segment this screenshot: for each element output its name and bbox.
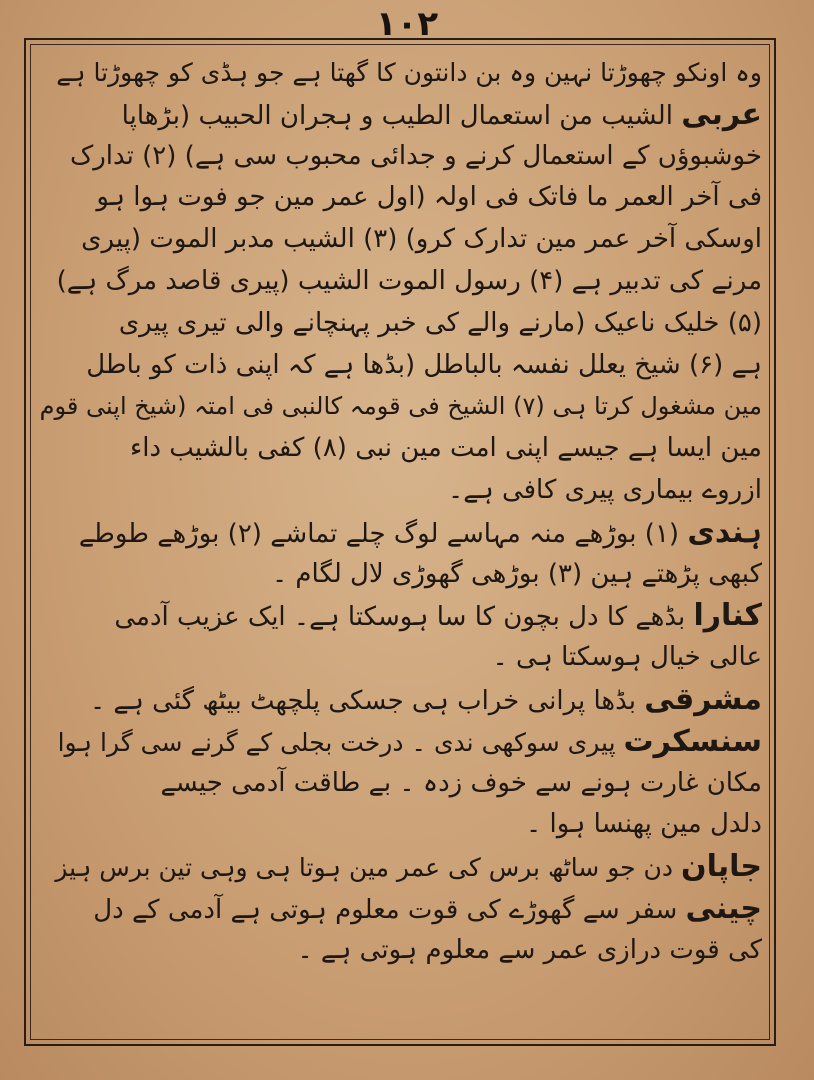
- text-line: [40, 595, 762, 637]
- section-heading: مشرقی: [644, 681, 762, 717]
- line-text: مین ایسا ہے جیسے اپنی امت مین نبی (۸) کفی بالشیب داء: [130, 433, 762, 464]
- text-line: [40, 219, 762, 261]
- text-line: [40, 804, 762, 846]
- text-line: [40, 345, 762, 387]
- line-text: دلدل مین پھنسا ہوا ۔: [526, 809, 762, 840]
- text-line: [40, 888, 762, 930]
- line-text: بڈھا پرانی خراب ہی جسکی پلچھٹ بیٹھ گئی ہے ۔: [89, 685, 645, 716]
- text-line: [40, 721, 762, 763]
- line-text: پیری سوکھی ندی ۔ درخت بجلی کے گرنے سی گرا ہوا: [57, 727, 624, 757]
- text-line: [40, 554, 762, 596]
- text-line: [40, 52, 762, 94]
- text-line: [40, 512, 762, 554]
- line-text: (۵) خلیک ناعیک (مارنے والے کی خبر پہنچانے والی تیری پیری: [118, 307, 762, 338]
- line-text: مکان غارت ہونے سے خوف زدہ ۔ بے طاقت آدمی جیسے: [160, 767, 762, 798]
- body-text: [40, 52, 762, 1028]
- text-line: [40, 136, 762, 178]
- line-text: الشیب من استعمال الطیب و ہجران الحبیب (بڑھاپا: [121, 100, 682, 131]
- section-heading: عربی: [681, 96, 762, 132]
- line-text: (۱) بوڑھے منہ مہاسے لوگ چلے تماشے (۲) بوڑھے طوطے: [78, 518, 688, 549]
- line-text: کی قوت درازی عمر سے معلوم ہوتی ہے ۔: [297, 934, 762, 965]
- section-heading: جاپان: [680, 849, 762, 885]
- section-heading: سنسکرت: [623, 723, 762, 759]
- line-text: وہ اونکو چھوڑتا نہین وہ بن دانتون کا گھتا ہے جو ہڈی کو چھوڑتا ہے: [56, 58, 762, 87]
- text-line: [40, 470, 762, 512]
- line-text: ہے (۶) شیخ یعلل نفسہ بالباطل (بڈھا ہے کہ اپنی ذات کو باطل: [86, 349, 762, 380]
- text-line: [40, 930, 762, 972]
- line-text: مرنے کی تدبیر ہے (۴) رسول الموت الشیب (پیری قاصد مرگ ہے): [56, 265, 762, 296]
- line-text: مین مشغول کرتا ہی (۷) الشیخ فی قومہ کالنبی فی امتہ (شیخ اپنی قوم: [40, 392, 762, 421]
- text-line: [40, 261, 762, 303]
- line-text: سفر سے گھوڑے کی قوت معلوم ہوتی ہے آدمی کے دل: [93, 894, 686, 925]
- line-text: دن جو ساٹھ برس کی عمر مین ہوتا ہی وہی تین برس ہیز: [55, 853, 681, 883]
- text-line: [40, 303, 762, 345]
- page-number: ۱۰۲: [375, 4, 439, 44]
- section-heading: چینی: [685, 890, 762, 926]
- text-line: [40, 94, 762, 136]
- text-line: [40, 679, 762, 721]
- text-line: [40, 177, 762, 219]
- line-text: ازروے بیماری پیری کافی ہے۔: [447, 474, 762, 505]
- section-heading: کنارا: [693, 598, 762, 634]
- text-line: [40, 846, 762, 888]
- line-text: بڈھے کا دل بچون کا سا ہوسکتا ہے۔ ایک عزیب آدمی: [114, 602, 694, 633]
- line-text: خوشبوؤں کے استعمال کرنے و جدائی محبوب سی ہے) (۲) تدارک: [69, 140, 762, 171]
- line-text: کبھی پڑھتے ہین (۳) بوڑھی گھوڑی لال لگام ۔: [271, 558, 762, 589]
- line-text: فی آخر العمر ما فاتک فی اولہ (اول عمر مین جو فوت ہوا ہو: [96, 182, 762, 213]
- section-heading: ہندی: [687, 514, 762, 550]
- line-text: اوسکی آخر عمر مین تدارک کرو) (۳) الشیب مدبر الموت (پیری: [81, 224, 762, 255]
- text-line: [40, 386, 762, 428]
- text-line: [40, 637, 762, 679]
- text-line: [40, 428, 762, 470]
- text-line: [40, 763, 762, 805]
- line-text: عالی خیال ہوسکتا ہی ۔: [492, 642, 762, 673]
